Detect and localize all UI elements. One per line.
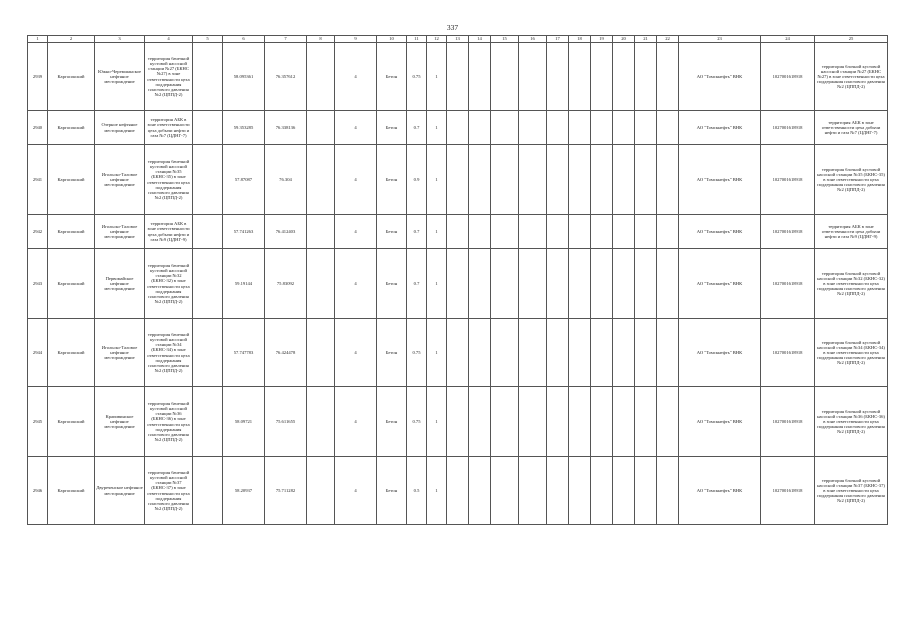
table-cell: 58.20937 [223, 457, 265, 525]
table-cell [447, 387, 469, 457]
column-number: 2 [48, 36, 95, 43]
table-cell [547, 457, 569, 525]
table-cell [657, 215, 679, 249]
table-cell [635, 111, 657, 145]
table-cell [447, 457, 469, 525]
table-cell: 0.7 [407, 111, 427, 145]
table-cell: Двуреченское нефтяное месторождение [95, 457, 145, 525]
table-cell [519, 111, 547, 145]
table-cell [519, 319, 547, 387]
table-cell [613, 145, 635, 215]
table-cell [307, 457, 335, 525]
table-row [28, 111, 888, 145]
table-cell [447, 215, 469, 249]
table-cell [635, 387, 657, 457]
table-cell [307, 215, 335, 249]
table-cell: 1 [427, 215, 447, 249]
table-cell: 0.7 [407, 249, 427, 319]
table-cell [657, 319, 679, 387]
table-row [28, 387, 888, 457]
table-cell [591, 457, 613, 525]
table-cell [193, 319, 223, 387]
table-cell [519, 249, 547, 319]
table-row [28, 319, 888, 387]
table-cell [547, 111, 569, 145]
table-cell: 76.304 [265, 145, 307, 215]
table-cell [193, 43, 223, 111]
table-cell [547, 319, 569, 387]
table-cell: 4 [335, 145, 377, 215]
table-cell [569, 215, 591, 249]
column-number: 9 [335, 36, 377, 43]
table-cell [591, 249, 613, 319]
table-cell [635, 145, 657, 215]
table-cell: 1 [427, 43, 447, 111]
table-cell [193, 111, 223, 145]
table-cell [657, 387, 679, 457]
table-cell [657, 457, 679, 525]
table-cell: территория бачечной кустовой насосной станции №27 (БКНС №27) в зоне ответственности цеха поддержания пластового давления №2 (ЦППД-2) [145, 43, 193, 111]
page-number: 337 [446, 23, 459, 32]
table-cell [591, 215, 613, 249]
table-cell: Бетон [377, 387, 407, 457]
table-cell: АО "Томскнефть" ВНК [679, 319, 761, 387]
table-cell: Каргасокский [48, 145, 95, 215]
table-cell: 0.9 [407, 145, 427, 215]
table-cell: 1 [427, 249, 447, 319]
table-cell: Бетон [377, 43, 407, 111]
table-cell: территория бачечной кустовой насосной станции №34 (БКНС-34) в зоне ответственности цеха поддержания пластового давления №2 (ЦППД-2) [145, 319, 193, 387]
table-cell [447, 145, 469, 215]
column-number: 5 [193, 36, 223, 43]
table-cell [657, 145, 679, 215]
table-cell [657, 43, 679, 111]
table-cell: территория блочной кустовой насосной станции №34 (БКНС-34) в зоне ответственности цеха поддержания пластового давления №2 (ЦППД-2) [815, 319, 888, 387]
table-cell: 4 [335, 319, 377, 387]
table-cell: 1027001618918 [761, 319, 815, 387]
table-cell [193, 145, 223, 215]
table-cell [591, 43, 613, 111]
table-cell [591, 387, 613, 457]
table-cell [519, 145, 547, 215]
table-cell: территория блочной кустовой насосной станции №35 (БКНС-35) в зоне ответственности цеха поддержания пластового давления №2 (ЦППД-2) [815, 145, 888, 215]
table-cell [547, 215, 569, 249]
table-cell: 1 [427, 145, 447, 215]
table-cell [469, 319, 491, 387]
table-cell: 4 [335, 457, 377, 525]
table-body [28, 43, 888, 525]
table-cell: 4 [335, 215, 377, 249]
table-cell: 0.75 [407, 43, 427, 111]
table-cell: 1027001618918 [761, 387, 815, 457]
table-cell: Бетон [377, 457, 407, 525]
table-cell: Бетон [377, 319, 407, 387]
table-cell [635, 457, 657, 525]
table-cell [447, 111, 469, 145]
table-cell: 4 [335, 43, 377, 111]
table-cell: 1027001618918 [761, 145, 815, 215]
table-cell: 76.357612 [265, 43, 307, 111]
table-cell [193, 457, 223, 525]
table-cell [447, 319, 469, 387]
table-cell [613, 111, 635, 145]
table-cell [569, 145, 591, 215]
table-cell: 1 [427, 387, 447, 457]
table-cell: 75.711282 [265, 457, 307, 525]
table-cell: 76.412403 [265, 215, 307, 249]
table-cell [591, 319, 613, 387]
table-cell: территория бачечной кустовой насосной станции №32 (БКНС-32) в зоне ответственности цеха поддержания пластового давления №2 (ЦППД-2) [145, 249, 193, 319]
table-cell [491, 43, 519, 111]
table-cell: 58.095361 [223, 43, 265, 111]
table-cell [519, 215, 547, 249]
table-cell [569, 111, 591, 145]
table-cell: Игольско-Таловое нефтяное месторождение [95, 319, 145, 387]
column-number: 11 [407, 36, 427, 43]
table-cell: 4 [335, 387, 377, 457]
table-cell: 1027001618918 [761, 111, 815, 145]
table-cell [307, 387, 335, 457]
table-cell: территория бачечной кустовой насосной станции №35 (БКНС-35) в зоне ответственности цеха поддержания пластового давления №2 (ЦППД-2) [145, 145, 193, 215]
column-number: 8 [307, 36, 335, 43]
column-number: 3 [95, 36, 145, 43]
table-cell: Бетон [377, 249, 407, 319]
table-cell: 57.741263 [223, 215, 265, 249]
column-number: 13 [447, 36, 469, 43]
table-cell: 1027001618918 [761, 457, 815, 525]
table-cell [613, 387, 635, 457]
table-cell: 2939 [28, 43, 48, 111]
table-cell: Каргасокский [48, 457, 95, 525]
table-cell [193, 215, 223, 249]
table-row [28, 457, 888, 525]
table-cell [613, 215, 635, 249]
table-cell: 4 [335, 111, 377, 145]
table-row [28, 215, 888, 249]
table-cell: 2941 [28, 145, 48, 215]
table-cell [307, 111, 335, 145]
table-cell: Бетон [377, 111, 407, 145]
table-cell: 57.87087 [223, 145, 265, 215]
table-cell: 0.7 [407, 215, 427, 249]
table-cell [591, 145, 613, 215]
table-row [28, 43, 888, 111]
column-number: 20 [613, 36, 635, 43]
column-number: 19 [591, 36, 613, 43]
column-number: 12 [427, 36, 447, 43]
table-cell [613, 319, 635, 387]
table-cell [469, 111, 491, 145]
table-cell [657, 249, 679, 319]
table-cell [491, 387, 519, 457]
table-cell [307, 43, 335, 111]
table-cell: АО "Томскнефть" ВНК [679, 215, 761, 249]
column-number: 10 [377, 36, 407, 43]
table-cell: 0.5 [407, 457, 427, 525]
table-cell: АО "Томскнефть" ВНК [679, 43, 761, 111]
table-cell [491, 319, 519, 387]
table-cell: АО "Томскнефть" ВНК [679, 387, 761, 457]
table-row [28, 249, 888, 319]
table-cell: АО "Томскнефть" ВНК [679, 249, 761, 319]
table-cell [613, 249, 635, 319]
table-cell: 2942 [28, 215, 48, 249]
table-cell [519, 43, 547, 111]
column-number: 15 [491, 36, 519, 43]
table-cell [491, 215, 519, 249]
table-cell: 1 [427, 457, 447, 525]
table-cell [569, 43, 591, 111]
table-cell: 57.747783 [223, 319, 265, 387]
column-number: 4 [145, 36, 193, 43]
table-cell [635, 43, 657, 111]
table-cell: 76.338136 [265, 111, 307, 145]
column-number-row [28, 36, 888, 43]
column-number: 24 [761, 36, 815, 43]
table-cell [469, 43, 491, 111]
table-cell [635, 249, 657, 319]
table-cell [569, 249, 591, 319]
table-cell: 2945 [28, 387, 48, 457]
table-cell [307, 145, 335, 215]
table-cell [447, 249, 469, 319]
table-cell: 75.611655 [265, 387, 307, 457]
table-cell: 2944 [28, 319, 48, 387]
table-cell [469, 215, 491, 249]
column-number: 17 [547, 36, 569, 43]
table-cell: Каргасокский [48, 319, 95, 387]
table-cell [547, 145, 569, 215]
column-number: 21 [635, 36, 657, 43]
table-cell [491, 457, 519, 525]
table-cell: Каргасокский [48, 249, 95, 319]
column-number: 7 [265, 36, 307, 43]
table-cell: 1027001618918 [761, 215, 815, 249]
table-cell: Каргасокский [48, 111, 95, 145]
column-number: 6 [223, 36, 265, 43]
table-cell: территория бачечной кустовой насосной станции №36 (БКНС-36) в зоне ответственности цеха поддержания пластового давления №2 (ЦППД-2) [145, 387, 193, 457]
table-cell [569, 319, 591, 387]
table-cell [635, 319, 657, 387]
table-cell: 59.353285 [223, 111, 265, 145]
column-number: 1 [28, 36, 48, 43]
table-cell: территория бачечной кустовой насосной станции №37 (БКНС-37) в зоне ответственности цеха поддержания пластового давления №2 (ЦППД-2) [145, 457, 193, 525]
table-cell [613, 457, 635, 525]
table-cell: 2943 [28, 249, 48, 319]
table-cell [519, 457, 547, 525]
table-cell [307, 249, 335, 319]
table-cell: 1027001618918 [761, 249, 815, 319]
table-cell: Игольско-Таловое нефтяное месторождение [95, 145, 145, 215]
table-cell [613, 43, 635, 111]
table-cell: 58.09721 [223, 387, 265, 457]
table-cell [569, 457, 591, 525]
table-cell [635, 215, 657, 249]
registry-table [27, 35, 888, 525]
table-cell: Бетон [377, 145, 407, 215]
table-cell [591, 111, 613, 145]
table-cell [547, 387, 569, 457]
table-cell: АО "Томскнефть" ВНК [679, 145, 761, 215]
table-cell [657, 111, 679, 145]
table-cell: территория блочной кустовой насосной станции №32 (БКНС-32) в зоне ответственности цеха поддержания пластового давления №2 (ЦППД-2) [815, 249, 888, 319]
table-cell: территория блочной кустовой насосной станции №27 (БКНС №27) в зоне ответственности цеха поддержания пластового давления №2 (ЦППД-2) [815, 43, 888, 111]
table-cell [307, 319, 335, 387]
column-number: 14 [469, 36, 491, 43]
table-cell: Южно-Черемшанское нефтяное месторождение [95, 43, 145, 111]
table-cell [491, 145, 519, 215]
table-cell [547, 43, 569, 111]
table-cell: 1 [427, 319, 447, 387]
table-cell: Первомайское нефтяное месторождение [95, 249, 145, 319]
table-cell: 76.424478 [265, 319, 307, 387]
table-cell [491, 111, 519, 145]
table-cell [569, 387, 591, 457]
table-cell: 1 [427, 111, 447, 145]
table-cell: территория АБК в зоне ответственности цеха добычи нефти и газа №7 (ЦДНГ-7) [815, 111, 888, 145]
table-cell: 4 [335, 249, 377, 319]
table-cell: 75.83092 [265, 249, 307, 319]
table-cell: Крапивинское нефтяное месторождение [95, 387, 145, 457]
table-row [28, 145, 888, 215]
table-cell: Каргасокский [48, 387, 95, 457]
table-cell: 0.75 [407, 387, 427, 457]
table-cell: АО "Томскнефть" ВНК [679, 457, 761, 525]
table-cell [193, 249, 223, 319]
table-cell: АО "Томскнефть" ВНК [679, 111, 761, 145]
table-cell [193, 387, 223, 457]
table-cell: территория АБК в зоне ответственности цеха добычи нефти и газа №9 (ЦДНГ-9) [145, 215, 193, 249]
table-cell: 0.75 [407, 319, 427, 387]
table-cell: 1027001618918 [761, 43, 815, 111]
table-cell [547, 249, 569, 319]
table-cell: Игольско-Таловое нефтяное месторождение [95, 215, 145, 249]
table-cell [491, 249, 519, 319]
column-number: 16 [519, 36, 547, 43]
table-cell: Бетон [377, 215, 407, 249]
table-cell: территория блочной кустовой насосной станции №37 (БКНС-37) в зоне ответственности цеха поддержания пластового давления №2 (ЦППД-2) [815, 457, 888, 525]
table-cell [447, 43, 469, 111]
table-cell: Озерное нефтяное месторождение [95, 111, 145, 145]
table-cell: территория блочной кустовой насосной станции №36 (БКНС-36) в зоне ответственности цеха поддержания пластового давления №2 (ЦППД-2) [815, 387, 888, 457]
table-cell: Каргасокский [48, 43, 95, 111]
column-number: 22 [657, 36, 679, 43]
table-cell: 2946 [28, 457, 48, 525]
column-number: 23 [679, 36, 761, 43]
table-cell [519, 387, 547, 457]
table-cell: Каргасокский [48, 215, 95, 249]
table-cell [469, 145, 491, 215]
table-cell: 59.19144 [223, 249, 265, 319]
table-cell [469, 457, 491, 525]
column-number: 18 [569, 36, 591, 43]
table-cell: территория АБК в зоне ответственности цеха добычи нефти и газа №7 (ЦДНГ-7) [145, 111, 193, 145]
table-cell: 2940 [28, 111, 48, 145]
table-cell [469, 249, 491, 319]
table-cell: территория АБК в зоне ответственности цеха добычи нефти и газа №9 (ЦДНГ-9) [815, 215, 888, 249]
table-cell [469, 387, 491, 457]
column-number: 25 [815, 36, 888, 43]
